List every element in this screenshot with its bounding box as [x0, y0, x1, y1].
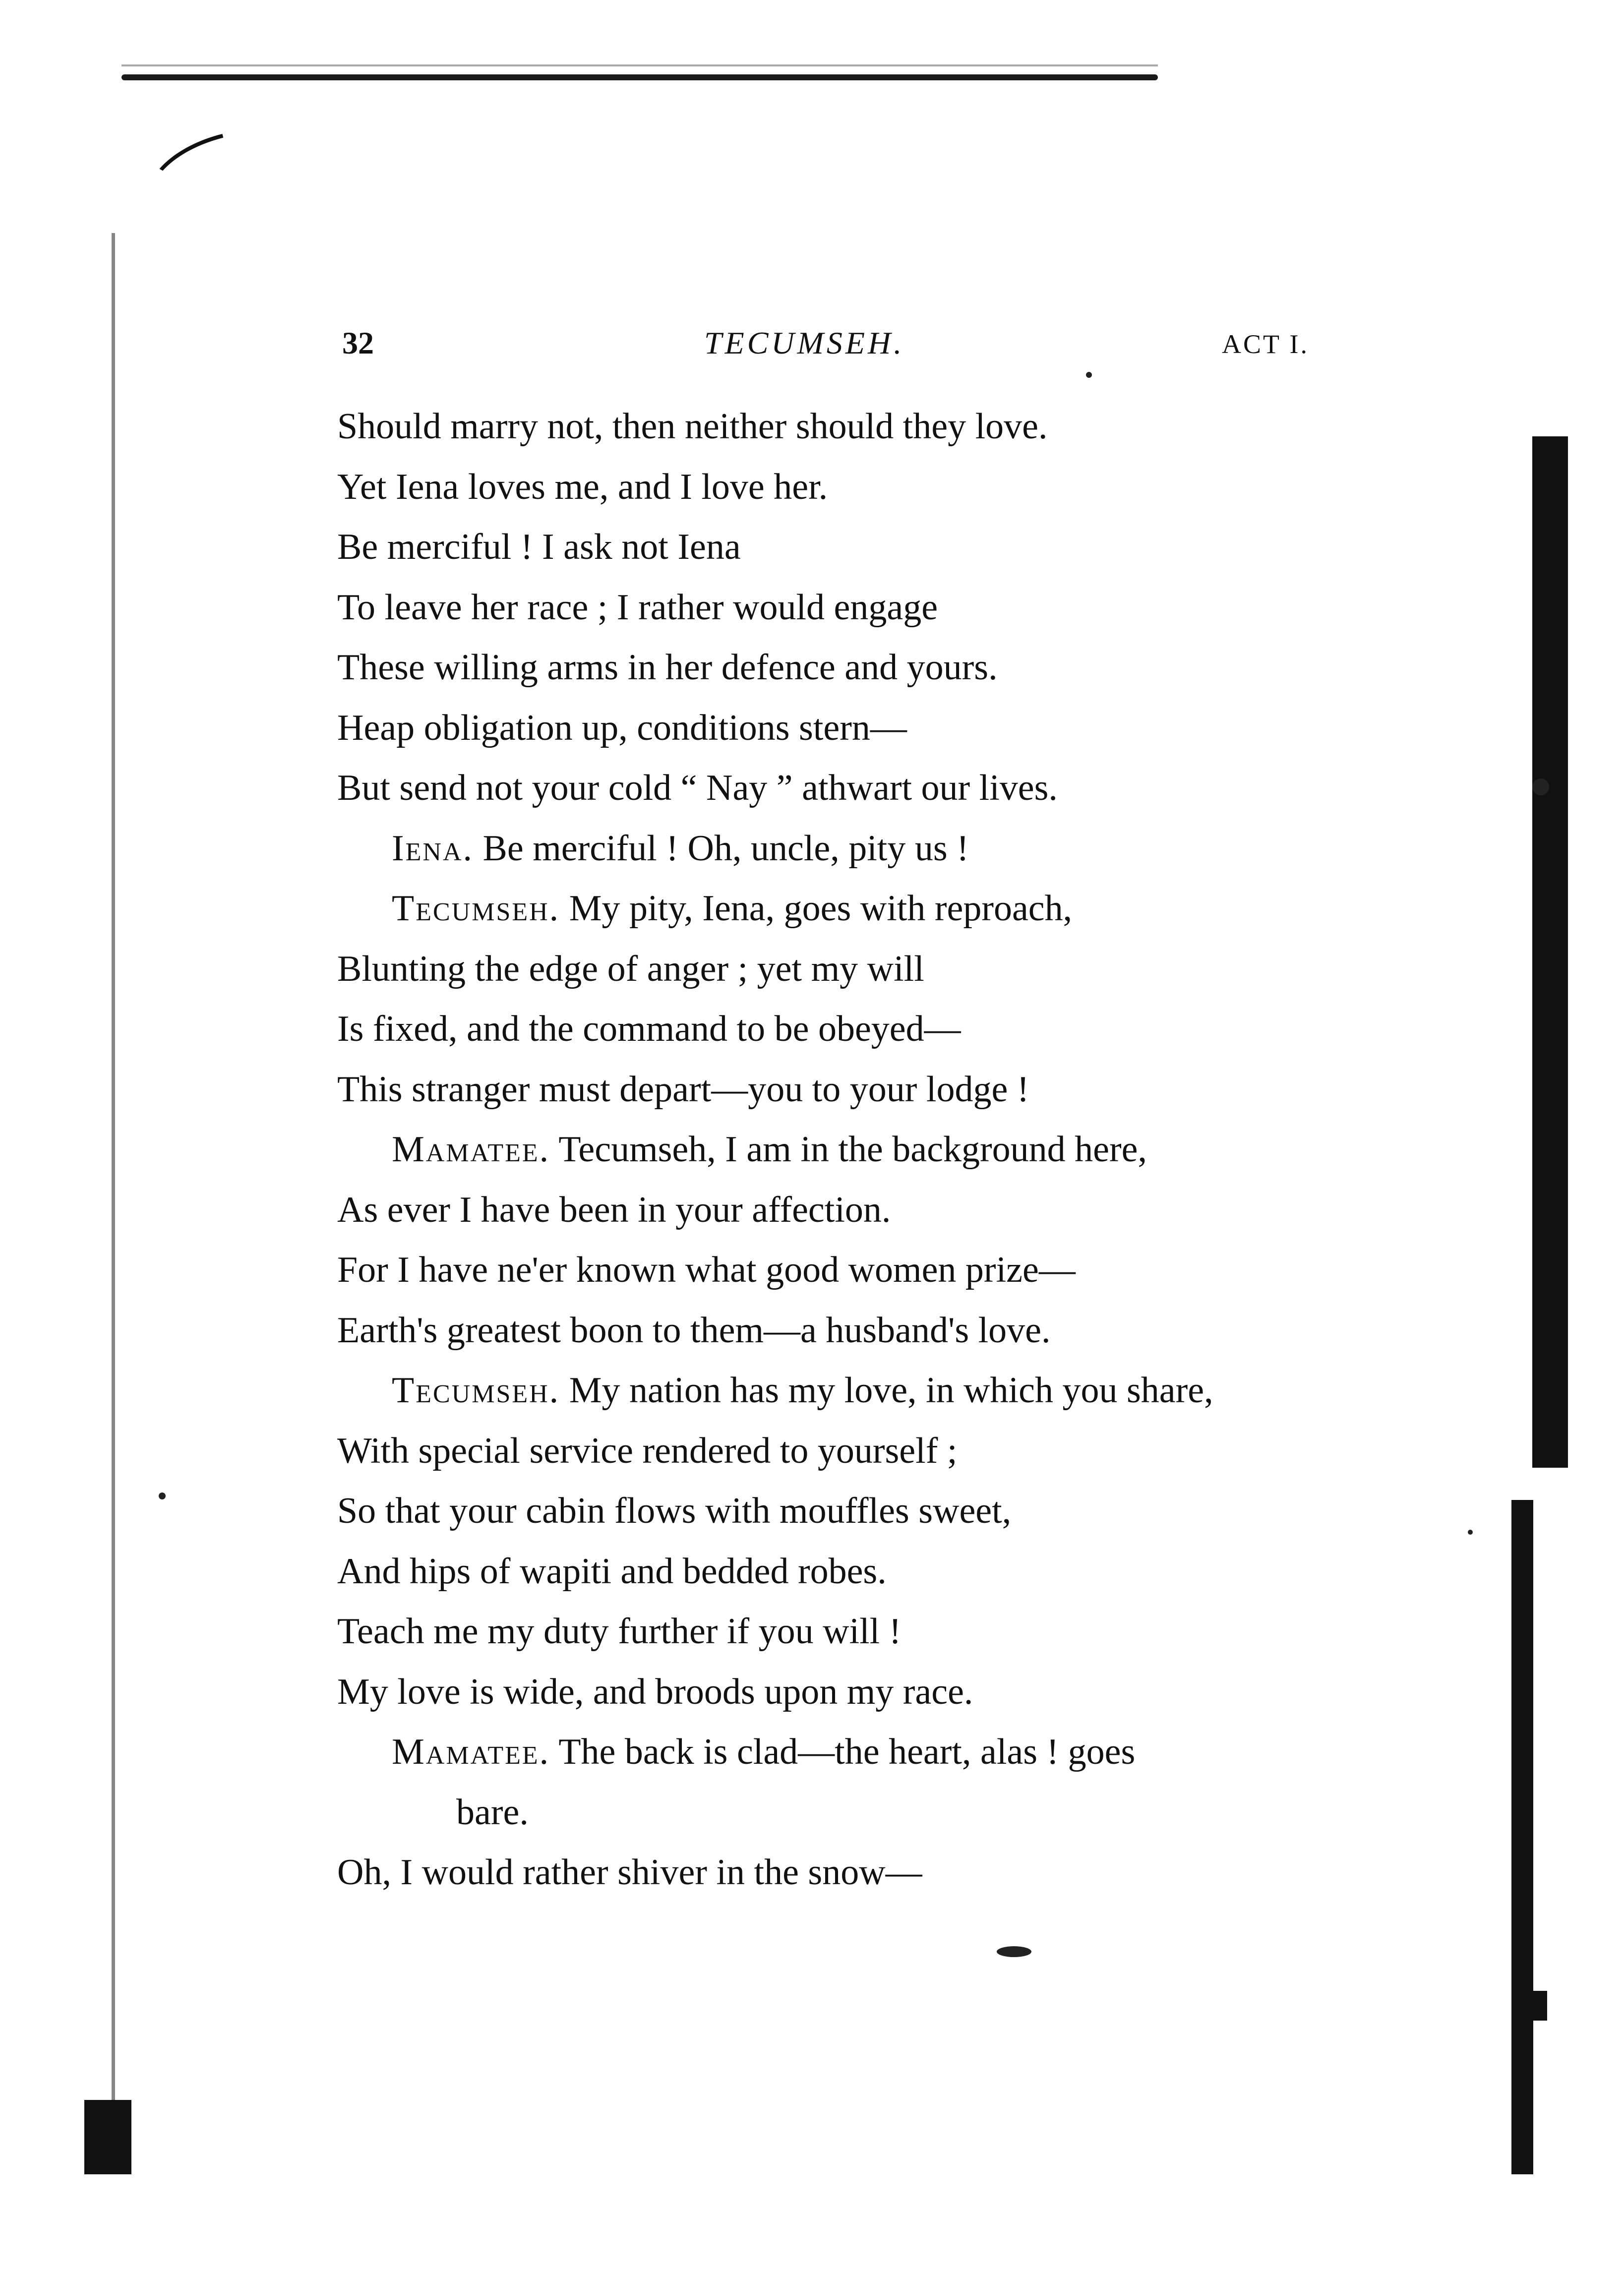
- speech-line: [337, 879, 1379, 939]
- verse-line: [337, 638, 1379, 698]
- line-text: As ever I have been in your affection.: [337, 1189, 891, 1230]
- ink-speck: [1468, 1530, 1473, 1535]
- line-text: And hips of wapiti and bedded robes.: [337, 1551, 887, 1592]
- ink-mark: [137, 134, 234, 202]
- speaker-name: Iena.: [392, 828, 474, 869]
- act-label: ACT I.: [1221, 329, 1309, 359]
- line-text: Heap obligation up, conditions stern—: [337, 707, 907, 748]
- verse-line: [337, 517, 1379, 578]
- verse-line: [337, 1421, 1379, 1482]
- line-text: bare.: [456, 1792, 529, 1833]
- verse-line: [337, 1602, 1379, 1662]
- speech-line: [337, 1120, 1379, 1180]
- verse-line: [337, 1783, 1379, 1843]
- verse-line: [337, 758, 1379, 819]
- line-text: My love is wide, and broods upon my race.: [337, 1671, 973, 1712]
- scan-right-notch: [1511, 1991, 1547, 2021]
- line-text: The back is clad—the heart, alas ! goes: [558, 1732, 1136, 1772]
- line-text: Is fixed, and the command to be obeyed—: [337, 1009, 961, 1049]
- speaker-name: Mamatee.: [392, 1129, 550, 1170]
- line-text: Oh, I would rather shiver in the snow—: [337, 1852, 922, 1893]
- speech-line: [337, 819, 1379, 879]
- line-text: Be merciful ! I ask not Iena: [337, 527, 741, 567]
- line-text: Yet Iena loves me, and I love her.: [337, 466, 828, 507]
- line-text: These willing arms in her defence and yours.: [337, 647, 998, 688]
- speaker-name: Mamatee.: [392, 1732, 550, 1772]
- line-text: With special service rendered to yourself ;: [337, 1430, 958, 1471]
- line-text: This stranger must depart—you to your lodge !: [337, 1069, 1029, 1110]
- speaker-name: Tecumseh.: [392, 1370, 560, 1411]
- line-text: Should marry not, then neither should they love.: [337, 406, 1048, 447]
- speech-line: [337, 1722, 1379, 1783]
- scan-edge-line: [121, 64, 1158, 66]
- ink-speck: [1086, 372, 1092, 378]
- verse-line: [337, 1240, 1379, 1301]
- line-text: So that your cabin flows with mouffles sweet,: [337, 1491, 1012, 1531]
- ink-speck: [159, 1493, 166, 1499]
- scan-right-shadow: [1532, 436, 1568, 1468]
- ink-speck: [1532, 778, 1549, 795]
- scan-left-edge: [112, 233, 115, 2167]
- verse-line: [337, 939, 1379, 1000]
- page-number: 32: [342, 325, 374, 360]
- line-text: For I have ne'er known what good women prize—: [337, 1250, 1076, 1290]
- verse-line: [337, 578, 1379, 638]
- line-text: But send not your cold “ Nay ” athwart our lives.: [337, 768, 1058, 808]
- verse-line: [337, 1301, 1379, 1361]
- verse-body: [337, 397, 1379, 1903]
- verse-line: [337, 1662, 1379, 1723]
- running-header: [342, 325, 1309, 369]
- verse-line: [337, 1060, 1379, 1120]
- line-text: Earth's greatest boon to them—a husband's love.: [337, 1310, 1051, 1351]
- verse-line: [337, 1542, 1379, 1602]
- verse-line: [337, 457, 1379, 518]
- scan-dark-corner: [84, 2100, 131, 2174]
- line-text: Tecumseh, I am in the background here,: [558, 1129, 1147, 1170]
- line-text: Teach me my duty further if you will !: [337, 1611, 902, 1652]
- running-title: TECUMSEH.: [704, 325, 905, 360]
- speaker-name: Tecumseh.: [392, 888, 560, 929]
- line-text: My pity, Iena, goes with reproach,: [569, 888, 1073, 929]
- line-text: My nation has my love, in which you share,: [569, 1370, 1213, 1411]
- verse-line: [337, 1180, 1379, 1241]
- line-text: Blunting the edge of anger ; yet my will: [337, 948, 924, 989]
- verse-line: [337, 1481, 1379, 1542]
- speech-line: [337, 1361, 1379, 1421]
- line-text: Be merciful ! Oh, uncle, pity us !: [482, 828, 969, 869]
- verse-line: [337, 397, 1379, 457]
- verse-line: [337, 698, 1379, 759]
- ink-speck: [997, 1946, 1031, 1957]
- line-text: To leave her race ; I rather would engage: [337, 587, 938, 628]
- verse-line: [337, 999, 1379, 1060]
- scan-right-shadow-lower: [1511, 1500, 1533, 2174]
- scan-top-rule: [121, 74, 1158, 80]
- verse-line: [337, 1843, 1379, 1903]
